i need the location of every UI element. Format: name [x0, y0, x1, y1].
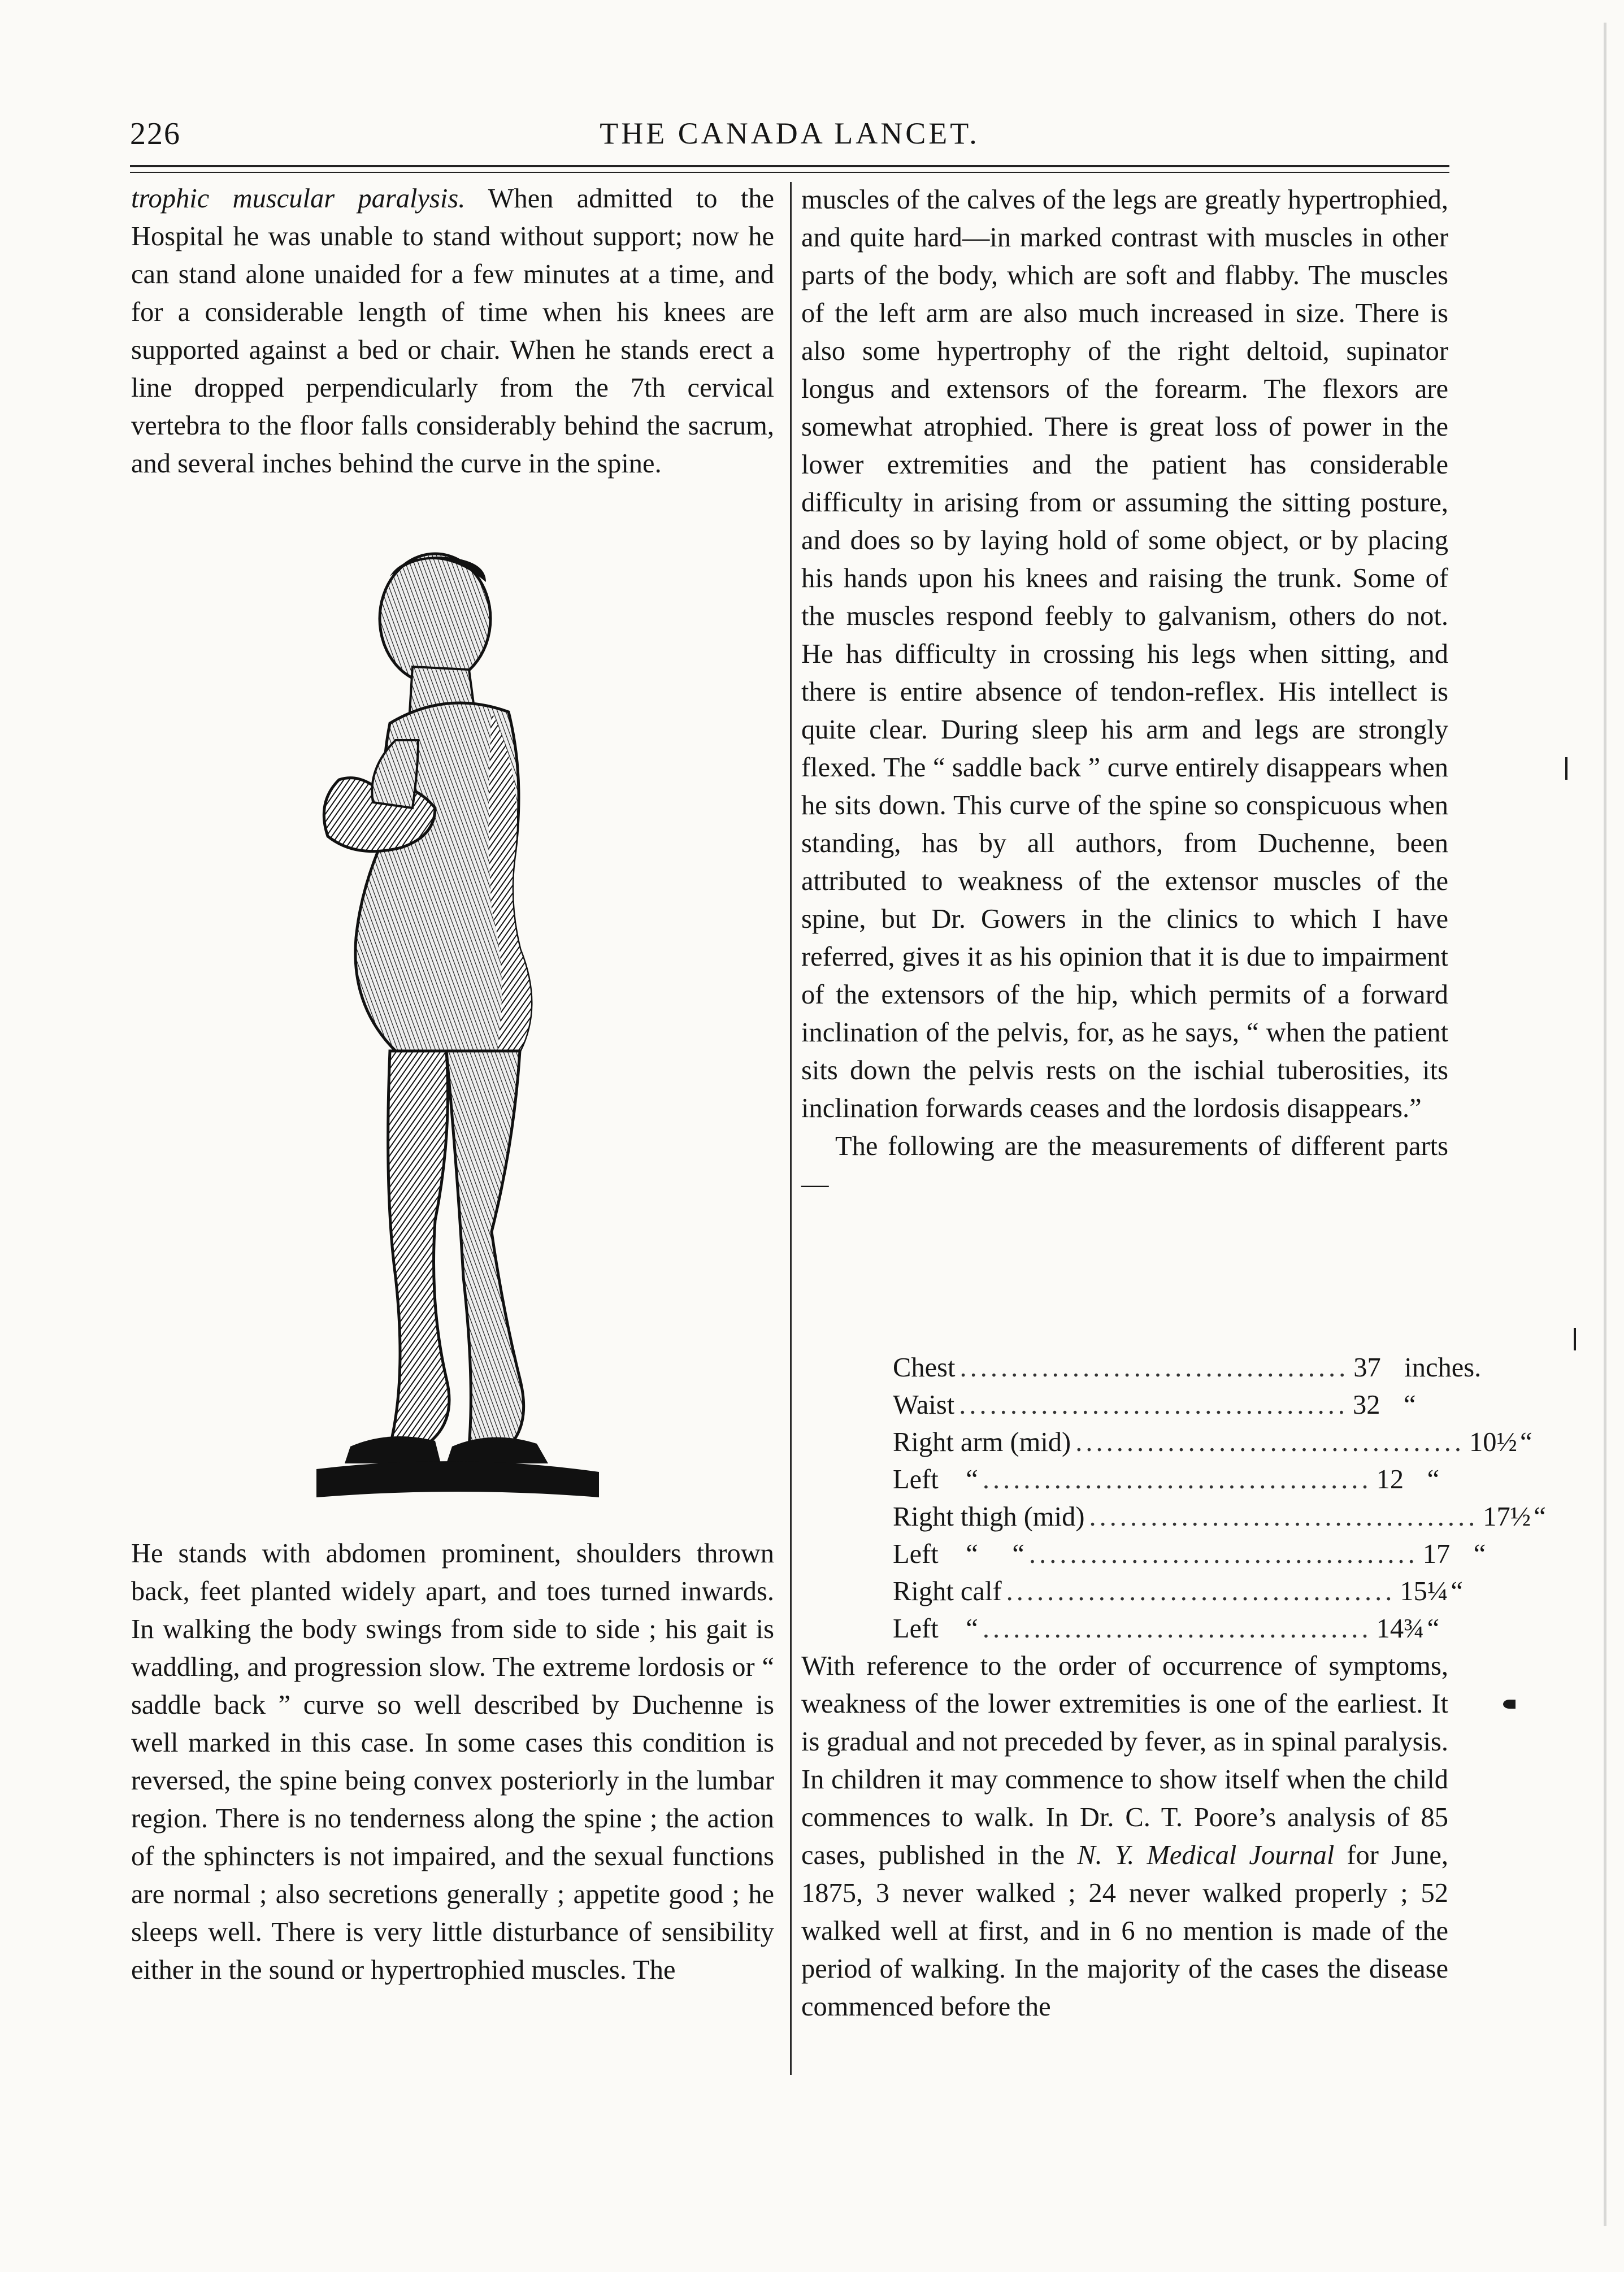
leader-dots: ......................................	[982, 1465, 1372, 1495]
running-title: THE CANADA LANCET.	[600, 116, 980, 150]
measurement-row	[893, 1573, 1463, 1610]
right-bottom-body-1: With reference to the order of occurrence of symptoms, weakness of the lower extremities is one of the earliest. It is gradual and not preceded by fever, as in spinal paralysis. In children it may commence to show itself when the child commences to walk. In Dr. C. T. Poore’s analysis of 85 cases, published in the	[801, 1651, 1448, 1870]
left-column-bottom-text	[131, 1535, 774, 1989]
measurement-row	[893, 1387, 1416, 1424]
measurement-value: 10½	[1469, 1427, 1517, 1457]
column-divider	[790, 182, 792, 2075]
measurement-value: 32	[1353, 1390, 1380, 1420]
measurement-row	[893, 1610, 1440, 1648]
measurement-value: 17	[1422, 1539, 1451, 1569]
measurement-label: Left “ “	[893, 1539, 1024, 1569]
leader-dots: ......................................	[959, 1390, 1348, 1420]
leader-dots: ......................................	[1028, 1539, 1418, 1569]
measurement-value: 37	[1353, 1353, 1381, 1383]
leader-dots: ......................................	[1089, 1502, 1479, 1532]
leader-dots: ......................................	[959, 1353, 1349, 1383]
left-bottom-paragraph: He stands with abdomen prominent, shoulders thrown back, feet planted widely apart, and toes turned inwards. In walking the body swings from side to side ; his gait is waddling, and progression slow. The extreme lordosis or “ saddle back ” curve so well described by Duchenne is well marked in this case. In some cases this condition is reversed, the spine being convex posteriorly in the lumbar region. There is no tenderness along the spine ; the action of the sphincters is not impaired, and the sexual functions are normal ; also secretions generally ; appetite good ; he sleeps well. There is very little disturbance of sensibility either in the sound or hypertrophied muscles. The	[131, 1539, 774, 1985]
left-column-top-text	[131, 180, 774, 483]
measurement-label: Left “	[893, 1614, 978, 1644]
measurement-row	[893, 1536, 1486, 1573]
margin-bullet-mark	[1503, 1700, 1516, 1709]
measurement-unit: “	[1451, 1576, 1463, 1606]
margin-tick-mark	[1574, 1328, 1576, 1350]
measurement-value: 15¼	[1400, 1576, 1448, 1606]
right-column-bottom-text	[801, 1647, 1448, 2026]
measurement-unit: “	[1427, 1465, 1440, 1495]
measurement-label: Waist	[893, 1390, 955, 1420]
leader-dots: ......................................	[982, 1614, 1372, 1644]
measurement-value: 17½	[1483, 1502, 1531, 1532]
measurement-label: Left “	[893, 1465, 978, 1495]
measurement-unit: inches.	[1404, 1353, 1482, 1383]
left-top-body: When admitted to the Hospital he was unable to stand without support; now he can stand alone unaided for a few minutes at a time, and for a considerable length of time when his knees are supported against a bed or chair. When he stands erect a line dropped perpendicularly from the 7th cervical vertebra to the floor falls considerably behind the sacrum, and several inches behind the curve in the spine.	[131, 184, 774, 479]
leader-dots: ......................................	[1006, 1576, 1396, 1606]
measurement-row	[893, 1461, 1440, 1498]
header-rule-thin	[130, 172, 1449, 173]
measurement-value: 12	[1376, 1465, 1404, 1495]
patient-figure-illustration	[305, 542, 610, 1503]
measurement-unit: “	[1404, 1390, 1416, 1420]
standing-man-engraving	[305, 542, 610, 1503]
measurement-unit: “	[1519, 1427, 1532, 1457]
right-top-paragraph: muscles of the calves of the legs are greatly hypertrophied, and quite hard—in marked contrast with muscles in other parts of the body, which are soft and flabby. The muscles of the left arm are also much increased in size. There is also some hypertrophy of the right deltoid, supinator longus and extensors of the forearm. The flexors are somewhat atrophied. There is great loss of power in the lower extremities and the patient has considerable difficulty in arising from or assuming the sitting posture, and does so by laying hold of some object, or by placing his hands upon his knees and raising the trunk. Some of the muscles respond feebly to galvanism, others do not. He has difficulty in crossing his legs when sitting, and there is entire absence of tendon-reflex. His intellect is quite clear. During sleep his arm and legs are strongly flexed. The “ saddle back ” curve entirely disappears when he sits down. This curve of the spine so conspicuous when standing, has by all authors, from Duchenne, been attributed to weakness of the extensor muscles of the spine, but Dr. Gowers in the clinics to which I have referred, gives it as his opinion that it is due to impairment of the extensors of the hip, which permits of a forward inclination of the pelvis, for, as he says, “ when the patient sits down the pelvis rests on the ischial tuberosities, its inclination forwards ceases and the lordosis disappears.”	[801, 185, 1448, 1123]
measurement-value: 14¾	[1376, 1614, 1425, 1644]
lead-italic-phrase: trophic muscular paralysis.	[131, 184, 466, 214]
page-number: 226	[130, 116, 181, 151]
measurement-unit: “	[1427, 1614, 1440, 1644]
right-bottom-body-2: for June, 1875, 3 never walked ; 24 never walked properly ; 52 walked well at first, and in 6 no mention is made of the period of walking. In the majority of the cases the disease commenced before the	[801, 1840, 1448, 2022]
scan-edge-line	[1604, 23, 1606, 2226]
measurement-row	[893, 1424, 1532, 1461]
left-top-paragraph	[131, 180, 774, 483]
measurements-table	[893, 1349, 1546, 1648]
right-column-top-text	[801, 181, 1448, 1203]
journal-name-italic: N. Y. Medical Journal	[1077, 1840, 1335, 1870]
measurement-label: Right calf	[893, 1576, 1002, 1606]
margin-tick-mark	[1565, 757, 1567, 780]
right-bottom-paragraph	[801, 1647, 1448, 2026]
header-rule-thick	[130, 165, 1449, 167]
measurement-row	[893, 1498, 1546, 1536]
measurement-unit: “	[1534, 1502, 1546, 1532]
measurement-row	[893, 1349, 1482, 1387]
measurement-unit: “	[1473, 1539, 1486, 1569]
measurements-intro: The following are the measurements of different parts—	[801, 1131, 1448, 1199]
running-header	[130, 116, 1449, 161]
measurement-label: Right thigh (mid)	[893, 1502, 1085, 1532]
measurement-label: Right arm (mid)	[893, 1427, 1071, 1457]
leader-dots: ......................................	[1075, 1427, 1465, 1457]
measurement-label: Chest	[893, 1353, 956, 1383]
